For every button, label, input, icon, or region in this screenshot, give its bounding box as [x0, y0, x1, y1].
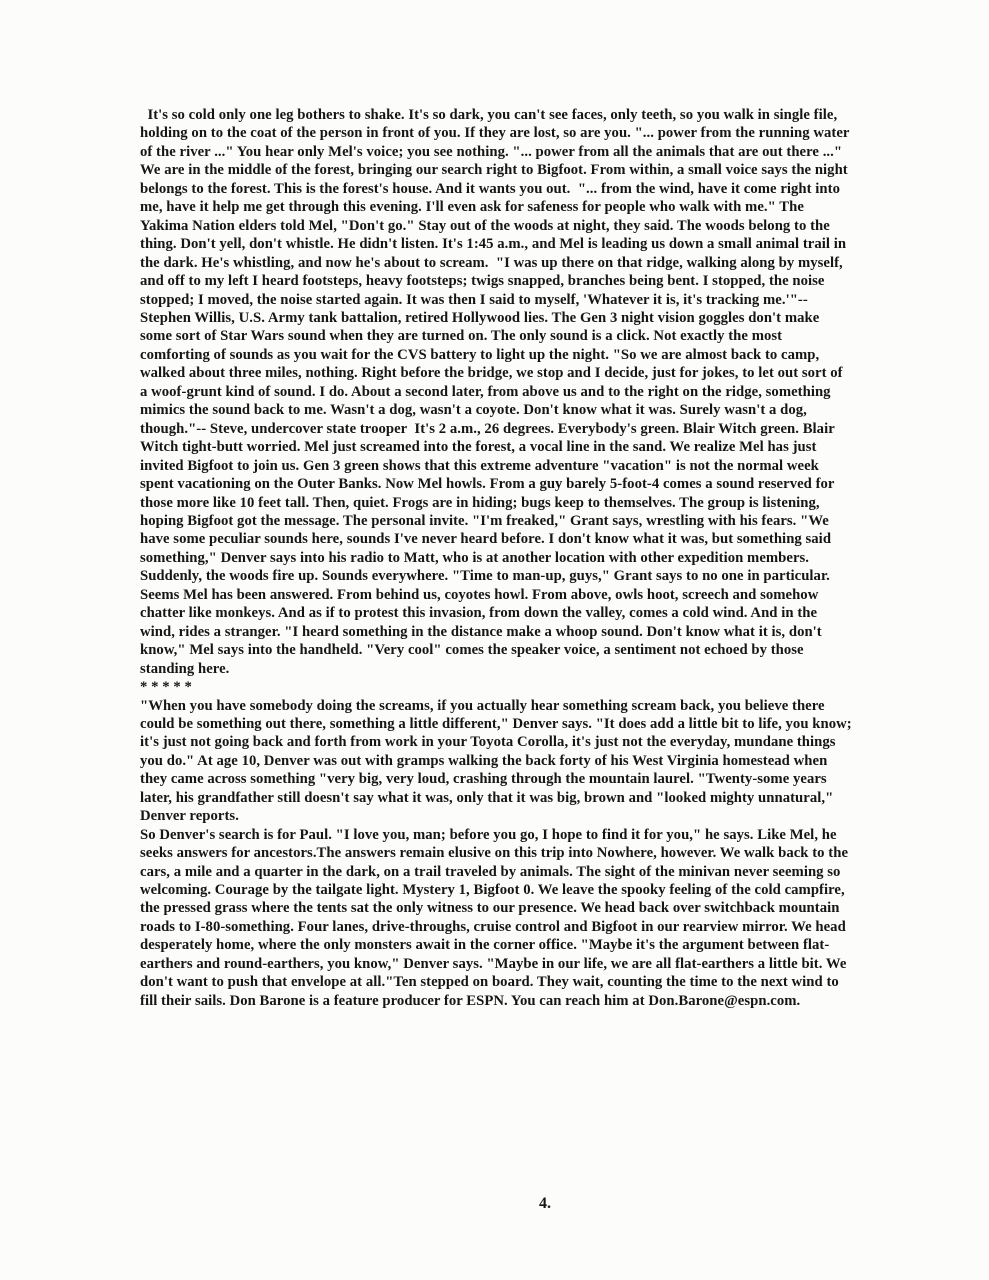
paragraph-denver-search: So Denver's search is for Paul. "I love you, man; before you go, I hope to find it for you," he says. Like Mel, he seeks answers for ancestors.The answers remain elusive on this trip into Nowhere, however. We walk back to the cars, a mile and a quarter in the dark, on a trail traveled by animals. The sight of the minivan never seeming so welcoming. Courage by the tailgate light. Mystery 1, Bigfoot 0. We leave the spooky feeling of the cold campfire, the pressed grass where the tents sat the only witness to our presence. We head back over switchback mountain roads to I-80-something. Four lanes, drive-throughs, cruise control and Bigfoot in our rearview mirror. We head desperately home, where the only monsters await in the corner office. "Maybe it's the argument between flat-earthers and round-earthers, you know," Denver says. "Maybe in our life, we are all flat-earthers a little bit. We don't want to push that envelope at all."Ten stepped on board. They wait, counting the time to the next wind to fill their sails. Don Barone is a feature producer for ESPN. You can reach him at Don.Barone@espn.com.: [140, 826, 852, 1009]
paragraph-denver-screams: "When you have somebody doing the screams, if you actually hear something scream back, you believe there could be something out there, something a little different," Denver says. "It does add a little bit to life, you know; it's just not going back and forth from work in your Toyota Corolla, it's just not the everyday, mundane things you do." At age 10, Denver was out with gramps walking the back forty of his West Virginia homestead when they came across something "very big, very loud, crashing through the mountain laurel. "Twenty-some years later, his grandfather still doesn't say what it was, only that it was big, brown and "looked mighty unnatural," Denver reports.: [140, 697, 856, 825]
paragraph-forest-night: It's so cold only one leg bothers to shake. It's so dark, you can't see faces, only teeth, so you walk in single file, holding on to the coat of the person in front of you. If they are lost, so are you. "... power from the running water of the river ..." You hear only Mel's voice; you see nothing. "... power from all the animals that are out there ..." We are in the middle of the forest, bringing our search right to Bigfoot. From within, a small voice says the night belongs to the forest. This is the forest's house. And it wants you out. "... from the wind, have it come right into me, have it help me get through this evening. I'll even ask for safeness for people who walk with me." The Yakima Nation elders told Mel, "Don't go." Stay out of the woods at night, they said. The woods belong to the thing. Don't yell, don't whistle. He didn't listen. It's 1:45 a.m., and Mel is leading us down a small animal trail in the dark. He's whistling, and now he's about to scream. "I was up there on that ridge, walking along by myself, and off to my left I heard footsteps, heavy footsteps; twigs snapped, branches being bent. I stopped, the noise stopped; I moved, the noise started again. It was then I said to myself, 'Whatever it is, it's tracking me.'"-- Stephen Willis, U.S. Army tank battalion, retired Hollywood lies. The Gen 3 night vision goggles don't make some sort of Star Wars sound when they are turned on. The only sound is a click. Not exactly the most comforting of sounds as you wait for the CVS battery to light up the night. "So we are almost back to camp, walked about three miles, nothing. Right before the bridge, we stop and I decide, just for jokes, to let out sort of a woof-grunt kind of sound. I do. About a second later, from above us and to the right on the ridge, something mimics the sound back to me. Wasn't a dog, wasn't a coyote. Don't know what it was. Surely wasn't a dog, though."-- Steve, undercover state trooper It's 2 a.m., 26 degrees. Everybody's green. Blair Witch green. Blair Witch tight-butt worried. Mel just screamed into the forest, a vocal line in the sand. We realize Mel has just invited Bigfoot to join us. Gen 3 green shows that this extreme adventure "vacation" is not the normal week spent vacationing on the Outer Banks. Now Mel howls. From a guy barely 5-foot-4 comes a sound reserved for those more like 10 feet tall. Then, quiet. Frogs are in hiding; bugs keep to themselves. The group is listening, hoping Bigfoot got the message. The personal invite. "I'm freaked," Grant says, wrestling with his fears. "We have some peculiar sounds here, sounds I've never heard before. I don't know what it was, but something said something," Denver says into his radio to Matt, who is at another location with other expedition members. Suddenly, the woods fire up. Sounds everywhere. "Time to man-up, guys," Grant says to no one in particular. Seems Mel has been answered. From behind us, coyotes howl. From above, owls hoot, screech and somehow chatter like monkeys. And as if to protest this invasion, from down the valley, comes a cold wind. And in the wind, rides a stranger. "I heard something in the distance make a whoop sound. Don't know what it is, don't know," Mel says into the handheld. "Very cool" comes the speaker voice, a sentiment not echoed by those standing here.: [140, 107, 853, 677]
section-separator: * * * * *: [140, 679, 192, 696]
page-number: 4.: [539, 1195, 551, 1212]
article-body: [140, 106, 856, 1010]
